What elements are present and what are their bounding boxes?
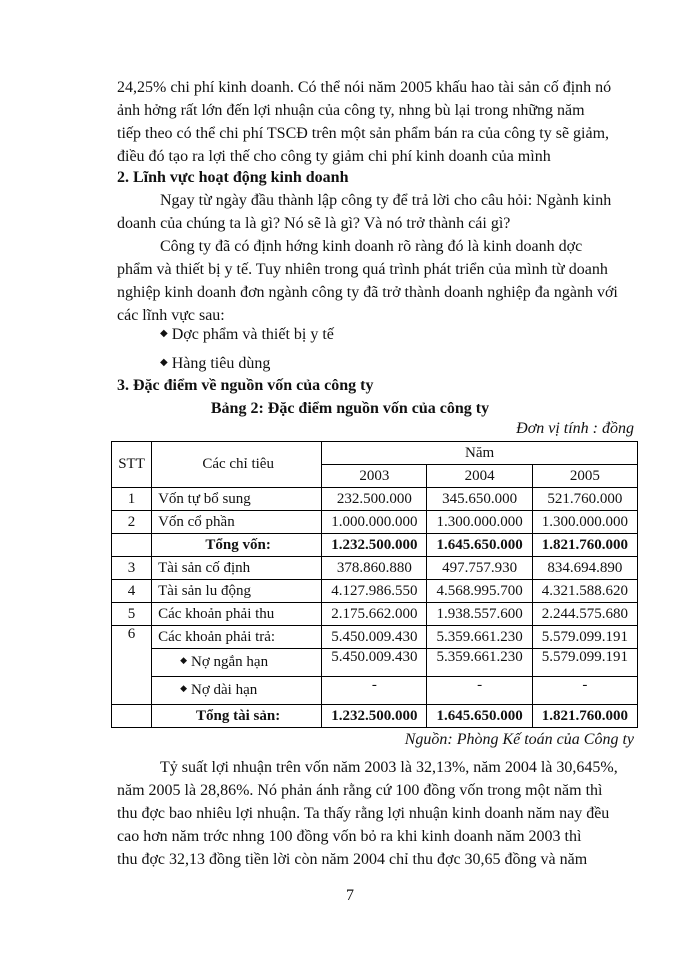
text-line: Ngay từ ngày đầu thành lập công ty để trả lời cho câu hỏi: Ngành kinh — [160, 192, 612, 209]
section-heading: 2. Lĩnh vực hoạt động kinh doanh — [117, 169, 349, 186]
text-line: các lĩnh vực sau: — [117, 307, 225, 324]
bullet-icon: ◆ — [180, 655, 187, 665]
header-stt: STT — [112, 442, 152, 488]
text-line: năm 2005 là 28,86%. Nó phản ánh rằng cứ 100 đồng vốn trong một năm thì — [117, 782, 603, 799]
table-row: 1 Vốn tự bổ sung 232.500.000 345.650.000 521.760.000 — [112, 488, 638, 511]
header-indicator: Các chỉ tiêu — [152, 442, 322, 488]
text-line: 24,25% chi phí kinh doanh. Có thể nói năm 2005 khấu hao tài sản cố định nó — [117, 79, 612, 96]
text-line: thu đợc 32,13 đồng tiền lời còn năm 2004 chỉ thu đợc 30,65 đồng và năm — [117, 851, 588, 868]
text-line: ảnh hởng rất lớn đến lợi nhuận của công ty, nhng bù lại trong những năm — [117, 102, 585, 119]
table-row: 2 Vốn cổ phần 1.000.000.000 1.300.000.000 1.300.000.000 — [112, 511, 638, 534]
table-row-total: Tổng vốn: 1.232.500.000 1.645.650.000 1.821.760.000 — [112, 534, 638, 557]
text-line: thu đợc bao nhiêu lợi nhuận. Ta thấy rằng lợi nhuận kinh doanh năm nay đều — [117, 805, 610, 822]
table-row-sub: ◆ Nợ dài hạn - - - — [112, 677, 638, 705]
unit-label: Đơn vị tính : đồng — [516, 420, 634, 437]
text-line: phẩm và thiết bị y tế. Tuy nhiên trong quá trình phát triển của mình từ doanh — [117, 261, 608, 278]
section-heading: 3. Đặc điểm về nguồn vốn của công ty — [117, 377, 374, 394]
text-line: cao hơn năm trớc nhng 100 đồng vốn bỏ ra khi kinh doanh năm 2003 thì — [117, 828, 582, 845]
text-line: tiếp theo có thể chi phí TSCĐ trên một sản phẩm bán ra của công ty sẽ giảm, — [117, 125, 610, 142]
table-caption: Bảng 2: Đặc điểm nguồn vốn của công ty — [210, 400, 490, 417]
bullet-item: ◆ Hàng tiêu dùng — [160, 355, 271, 372]
table-row: 6 Các khoản phải trả: 5.450.009.430 5.359.661.230 5.579.099.191 — [112, 626, 638, 649]
header-year: Năm — [322, 442, 638, 465]
text-line: Công ty đã có định hớng kinh doanh rõ ràng đó là kinh doanh dợc — [160, 238, 583, 255]
capital-table — [111, 441, 638, 728]
bullet-icon: ◆ — [160, 357, 168, 368]
year-header: 2004 — [427, 465, 532, 488]
table-source: Nguồn: Phòng Kế toán của Công ty — [404, 731, 634, 748]
year-header: 2005 — [532, 465, 637, 488]
table-row: 4 Tài sản lu động 4.127.986.550 4.568.995.700 4.321.588.620 — [112, 580, 638, 603]
text-line: doanh của chúng ta là gì? Nó sẽ là gì? Và nó trở thành cái gì? — [117, 215, 511, 232]
text-line: Tỷ suất lợi nhuận trên vốn năm 2003 là 32,13%, năm 2004 là 30,645%, — [160, 759, 618, 776]
table-row-sub: ◆ Nợ ngắn hạn 5.450.009.430 5.359.661.230 5.579.099.191 — [112, 649, 638, 677]
bullet-icon: ◆ — [160, 328, 168, 339]
table-row: 3 Tài sản cố định 378.860.880 497.757.930 834.694.890 — [112, 557, 638, 580]
table-row-total: Tổng tài sản: 1.232.500.000 1.645.650.000 1.821.760.000 — [112, 705, 638, 728]
bullet-icon: ◆ — [180, 683, 187, 693]
year-header: 2003 — [322, 465, 427, 488]
bullet-item: ◆ Dợc phẩm và thiết bị y tế — [160, 326, 334, 343]
text-line: điều đó tạo ra lợi thế cho công ty giảm chi phí kinh doanh của mình — [117, 148, 551, 165]
table-row: 5 Các khoản phải thu 2.175.662.000 1.938.557.600 2.244.575.680 — [112, 603, 638, 626]
text-line: nghiệp kinh doanh đơn ngành công ty đã trở thành doanh nghiệp đa ngành với — [117, 284, 618, 301]
page-number: 7 — [346, 887, 354, 904]
